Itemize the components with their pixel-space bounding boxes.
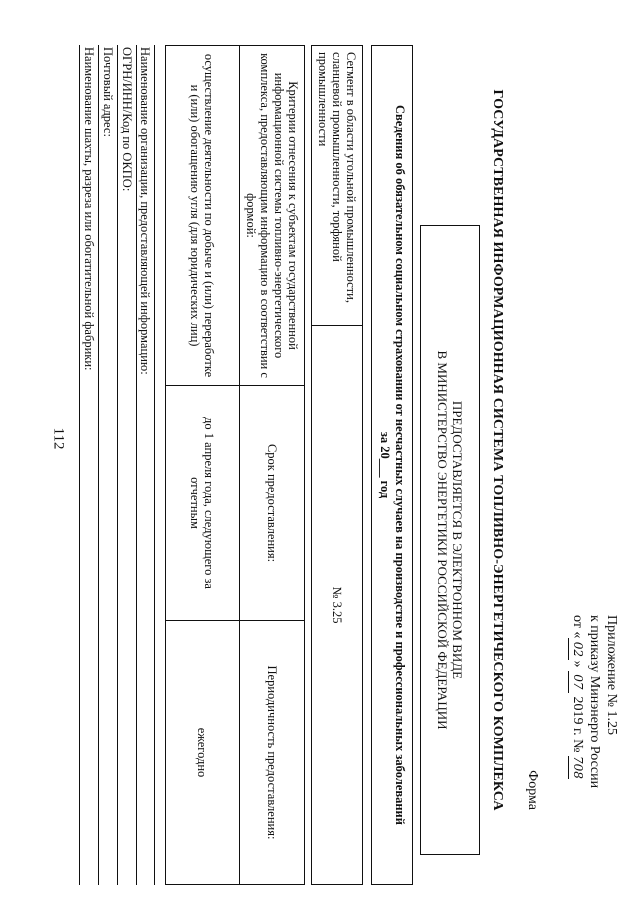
criterion-text: осуществление деятельности по добыче и (или) переработке и (или) обогащению угля (для юридических лиц) (166, 46, 240, 386)
form-label: Форма (525, 770, 540, 810)
segment-box (311, 45, 363, 885)
appendix-date-line (568, 615, 586, 875)
report-title-line1: Сведения об обязательном социальном страховании от несчастных случаев на производстве и профессиональных заболеваний (393, 105, 407, 825)
date-day: 02 (568, 638, 586, 660)
submission-cell (421, 226, 480, 855)
submission-box (420, 225, 480, 855)
report-title-cell (372, 46, 413, 885)
report-title-box (371, 45, 413, 885)
period-header: Периодичность предоставления: (240, 621, 305, 885)
date-year: 2019 г. № (570, 696, 585, 753)
report-title-line2: за 20___ год (378, 431, 392, 499)
date-prefix: от « (570, 615, 585, 639)
org-fields (79, 45, 155, 885)
segment-number: № 3.25 (312, 326, 363, 885)
deadline-header: Срок предоставления: (240, 386, 305, 621)
period-text: ежегодно (166, 621, 240, 885)
org-field-name[interactable]: Наименование организации, предоставляющей информацию: (136, 45, 155, 885)
submission-line2: В МИНИСТЕРСТВО ЭНЕРГЕТИКИ РОССИЙСКОЙ ФЕДЕРАЦИИ (435, 350, 450, 730)
date-month: 07 (568, 671, 586, 693)
page-number: 112 (50, 427, 67, 450)
criteria-table (165, 45, 305, 885)
appendix-line1: Приложение № 1.25 (604, 615, 619, 735)
org-field-ogrn[interactable]: ОГРН/ИНН/Код по ОКПО: (117, 45, 136, 885)
order-number: 708 (568, 756, 586, 779)
submission-line1: ПРЕДОСТАВЛЯЕТСЯ В ЭЛЕКТРОННОМ ВИДЕ (450, 400, 465, 680)
segment-text: Сегмент в области угольной промышленности, сланцевой промышленности, торфяной промышленности (312, 46, 363, 326)
org-field-address[interactable]: Почтовый адрес: (98, 45, 117, 885)
criteria-header: Критерии отнесения к субъектам государственной информационной системы топливно-энергетического комплекса, предоставляющим информацию в соответствии с формой: (240, 46, 305, 386)
main-title: ГОСУДАРСТВЕННАЯ ИНФОРМАЦИОННАЯ СИСТЕМА ТОПЛИВНО-ЭНЕРГЕТИЧЕСКОГО КОМПЛЕКСА (490, 89, 505, 811)
org-field-mine[interactable]: Наименование шахты, разреза или обогатительной фабрики: (79, 45, 98, 885)
rotated-document (15, 15, 620, 885)
appendix-block (568, 615, 620, 875)
appendix-line2: к приказу Минэнерго России (587, 615, 602, 789)
deadline-text: до 1 апреля года, следующего за отчетным (166, 386, 240, 621)
date-mid: » (570, 660, 585, 668)
